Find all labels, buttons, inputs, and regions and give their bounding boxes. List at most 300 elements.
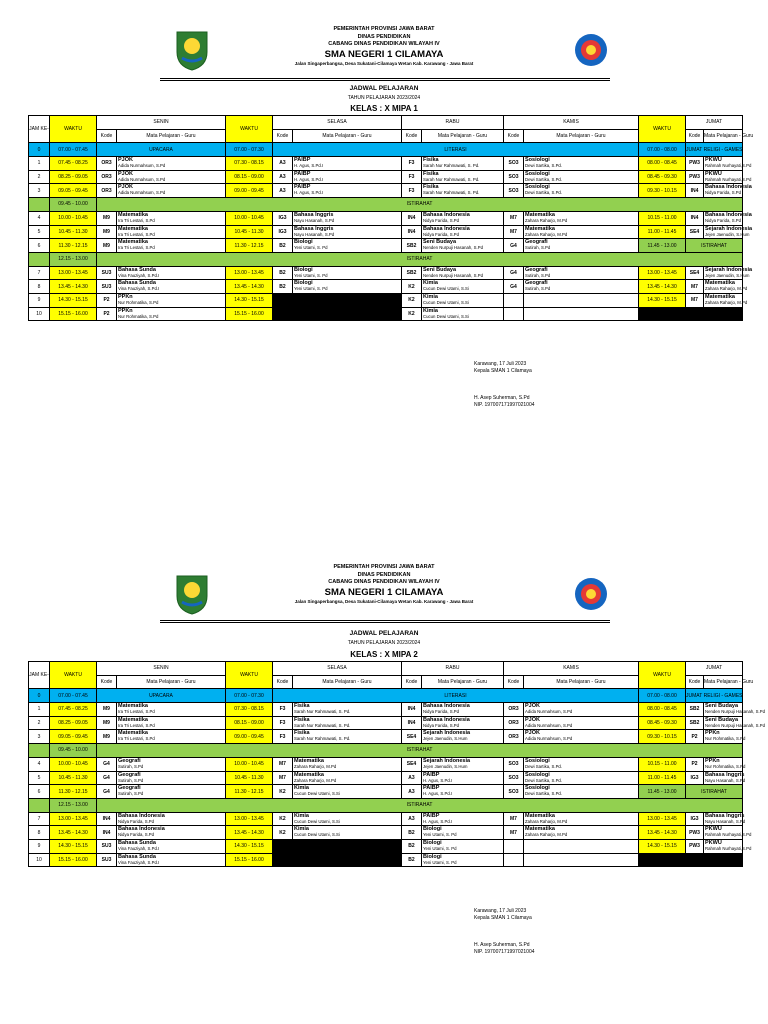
selasa-empty	[273, 307, 402, 321]
teacher-name: Vina Fauziyah, S.Pd.I	[118, 286, 160, 292]
time-range: 11.30 - 12.15	[226, 785, 273, 799]
kamis-subject	[524, 211, 639, 225]
time-range: 11.00 - 11.45	[639, 225, 686, 239]
rabu-subject	[422, 307, 504, 321]
kamis-subject	[524, 293, 639, 307]
break-row-blank	[29, 744, 50, 758]
jumat-subject	[704, 812, 746, 826]
time-range: 14.30 - 15.15	[639, 839, 686, 853]
kamis-subject-content	[524, 840, 638, 853]
break-row-blank	[29, 252, 50, 266]
kamis-subject-content	[524, 267, 638, 280]
time-range: 11.30 - 12.15	[50, 785, 97, 799]
teacher-name: Rahmah Nurhayati,S.Pd	[705, 163, 752, 169]
place-date: Karawang, 17 Juli 2023	[474, 908, 527, 914]
teacher-name: Adida Nurmahsum, S.Pd	[525, 709, 573, 715]
teacher-name: Nur Rohmatika, S.Pd	[118, 313, 159, 319]
kamis-code: OR3	[504, 703, 524, 717]
teacher-name: Rahmah Nurhayati,S.Pd	[705, 176, 752, 182]
jam-number: 10	[29, 853, 50, 867]
kamis-subject-content	[524, 717, 638, 730]
time-range: 10.15 - 11.00	[639, 211, 686, 225]
subject-name: Sejarah Indonesia	[423, 730, 471, 737]
teacher-name: Nidya Farida, S.Pd	[118, 818, 155, 824]
subject-name: Matematika	[525, 812, 555, 819]
break-time: 09.45 - 10.00	[50, 198, 97, 212]
teacher-name: Nur Rohmatika, S.Pd	[705, 763, 746, 769]
teacher-name: Yeni Utami, S. Pd	[423, 832, 457, 838]
jumat-subject	[704, 184, 752, 198]
teacher-name: Dewi Sartika, S.Pd.	[525, 791, 563, 797]
teacher-name: Yeni Utami, S. Pd	[423, 859, 457, 865]
subject-name: Matematika	[118, 211, 148, 218]
jumat-subject-content	[704, 730, 746, 743]
rabu-subject-content	[422, 171, 503, 184]
subject-name: PPKn	[705, 757, 720, 764]
jumat-code: PW3	[686, 157, 704, 171]
senin-code: M9	[97, 730, 117, 744]
subject-name: PKWU	[705, 170, 722, 177]
teacher-name: Cucun Dewi Utami, S.Si	[294, 791, 340, 797]
letterhead	[0, 27, 768, 67]
time-range: 09.05 - 09.45	[50, 184, 97, 198]
selasa-code: A3	[273, 157, 293, 171]
col-mapel: Mata Pelajaran - Guru	[704, 129, 743, 143]
time-range: 09.05 - 09.45	[50, 730, 97, 744]
senin-subject	[117, 730, 226, 744]
jumat-subject	[704, 157, 752, 171]
subject-name: Matematika	[525, 826, 555, 833]
selasa-subject	[293, 771, 402, 785]
time-range: 10.00 - 10.45	[226, 211, 273, 225]
selasa-subject-content	[293, 813, 401, 826]
senin-code: M9	[97, 239, 117, 253]
selasa-subject-content	[293, 826, 401, 839]
school-name: SMA NEGERI 1 CILAMAYA	[324, 586, 444, 598]
kamis-subject-content	[524, 280, 638, 293]
rabu-subject	[422, 157, 504, 171]
time-range: 10.00 - 10.45	[226, 757, 273, 771]
senin-code: P2	[97, 307, 117, 321]
col-mapel: Mata Pelajaran - Guru	[293, 129, 402, 143]
teacher-name: Jejen Jaenudin, S.Hum	[705, 272, 750, 278]
selasa-code: M7	[273, 771, 293, 785]
senin-code: SU3	[97, 280, 117, 294]
jumat-subject-content	[704, 225, 753, 239]
kamis-subject	[524, 184, 639, 198]
break-label: ISTIRAHAT	[97, 798, 743, 812]
jumat-code: SE4	[686, 266, 704, 280]
teacher-name: Adida Nurmahsum, S.Pd	[525, 736, 573, 742]
selasa-code: M7	[273, 757, 293, 771]
jumat-code: IG3	[686, 812, 704, 826]
kamis-subject-content	[524, 308, 638, 321]
senin-subject	[117, 785, 226, 799]
rabu-subject-content	[422, 840, 503, 853]
col-kode: Kode	[686, 129, 704, 143]
break-label: ISTIRAHAT	[97, 252, 743, 266]
col-mapel: Mata Pelajaran - Guru	[293, 675, 402, 689]
selasa-empty	[273, 839, 402, 853]
kamis-code: SO3	[504, 771, 524, 785]
col-kode: Kode	[273, 129, 293, 143]
col-waktu: WAKTU	[639, 662, 686, 689]
subject-name: Sosiologi	[525, 771, 550, 778]
kamis-subject	[524, 730, 639, 744]
selasa-code: B2	[273, 239, 293, 253]
col-mapel: Mata Pelajaran - Guru	[117, 129, 226, 143]
col-kamis: KAMIS	[504, 662, 639, 676]
selasa-subject	[293, 266, 402, 280]
rabu-subject	[422, 184, 504, 198]
senin-subject	[117, 293, 226, 307]
class-label: KELAS : X MIPA 2	[350, 650, 418, 659]
jam-number: 1	[29, 157, 50, 171]
senin-code: SU3	[97, 853, 117, 867]
teacher-name: Adida Nurmahsum, S.Pd	[525, 722, 573, 728]
col-jam: JAM KE-	[29, 662, 50, 689]
senin-code: G4	[97, 785, 117, 799]
kamis-subject-content	[524, 758, 638, 771]
jumat-code: SE4	[686, 225, 704, 239]
rabu-code: SE4	[402, 757, 422, 771]
teacher-name: Adida Nurmahsum, S.Pd	[118, 163, 166, 169]
selasa-subject-content	[293, 785, 401, 798]
senin-code: IN4	[97, 812, 117, 826]
jumat-code: P2	[686, 757, 704, 771]
table-row	[29, 184, 743, 198]
teacher-name: Cucun Dewi Utami, S.Si	[294, 818, 340, 824]
friday-empty	[639, 307, 743, 321]
schedule-sheet-2	[0, 544, 768, 1024]
senin-subject-content	[117, 772, 225, 785]
kamis-code	[504, 293, 524, 307]
subject-name: Bahasa Inggris	[705, 771, 745, 778]
col-senin: SENIN	[97, 116, 226, 130]
selasa-subject-content	[293, 226, 401, 239]
col-waktu: WAKTU	[639, 116, 686, 143]
letterhead-divider	[160, 620, 610, 623]
time-range: 15.15 - 16.00	[226, 853, 273, 867]
teacher-name: Cucun Dewi Utami, S.Si	[294, 832, 340, 838]
teacher-name: Dewi Sartika, S.Pd.	[525, 176, 563, 182]
subject-name: PJOK	[525, 730, 540, 737]
table-row	[29, 853, 743, 867]
subject-name: Fisika	[294, 716, 310, 723]
teacher-name: Dewi Sartika, S.Pd.	[525, 190, 563, 196]
header-row	[29, 116, 743, 130]
jumat-code: IN4	[686, 184, 704, 198]
jam-number: 3	[29, 184, 50, 198]
subject-name: Matematika	[118, 703, 148, 710]
subject-name: Seni Budaya	[423, 239, 457, 246]
rabu-code: B2	[402, 839, 422, 853]
kamis-subject	[524, 703, 639, 717]
table-row	[29, 307, 743, 321]
subject-name: Geografi	[525, 239, 548, 246]
jam-number: 5	[29, 771, 50, 785]
kamis-subject-content	[524, 157, 638, 170]
senin-subject-content	[117, 826, 225, 839]
kamis-subject	[524, 280, 639, 294]
col-kode: Kode	[97, 129, 117, 143]
senin-code: G4	[97, 771, 117, 785]
teacher-name: H. Agus, S.Pd.I	[294, 176, 324, 182]
rabu-subject-content	[422, 826, 503, 839]
kamis-subject	[524, 170, 639, 184]
time-range: 07.00 - 08.00	[639, 689, 686, 703]
col-senin: SENIN	[97, 662, 226, 676]
col-kode: Kode	[504, 129, 524, 143]
break-label: ISTIRAHAT	[97, 198, 743, 212]
subject-name: PKWU	[705, 839, 722, 846]
kamis-subject	[524, 785, 639, 799]
col-kode: Kode	[97, 675, 117, 689]
senin-code: M9	[97, 716, 117, 730]
kamis-code: SO3	[504, 170, 524, 184]
break-label: ISTIRAHAT	[97, 744, 743, 758]
subject-name: Bahasa Indonesia	[118, 812, 165, 819]
senin-subject	[117, 716, 226, 730]
teacher-name: Nur Rohmatika, S.Pd	[705, 736, 746, 742]
time-range: 13.45 - 14.30	[639, 826, 686, 840]
col-waktu: WAKTU	[50, 116, 97, 143]
jam-number: 1	[29, 703, 50, 717]
time-range: 15.15 - 16.00	[226, 307, 273, 321]
time-range: 13.00 - 13.45	[226, 266, 273, 280]
jam-number: 0	[29, 143, 50, 157]
senin-subject	[117, 757, 226, 771]
kamis-subject-content	[524, 703, 638, 716]
subject-name: Matematika	[118, 716, 148, 723]
subject-name: Bahasa Inggris	[294, 211, 334, 218]
teacher-name: Nenden Nurpuji Hasanah, S.Pd	[423, 272, 483, 278]
subject-name: Seni Budaya	[705, 716, 739, 723]
kamis-code: OR3	[504, 730, 524, 744]
rabu-subject	[422, 716, 504, 730]
rabu-subject-content	[422, 758, 503, 771]
dept-line: DINAS PENDIDIKAN	[357, 33, 411, 40]
teacher-name: Nenden Nurpuji Hasanah, S.Pd	[423, 245, 483, 251]
teacher-name: Sutirah, S.Pd	[525, 245, 551, 251]
kamis-code	[504, 839, 524, 853]
rabu-subject	[422, 211, 504, 225]
table-row	[29, 170, 743, 184]
senin-subject	[117, 280, 226, 294]
jumat-code: PW3	[686, 839, 704, 853]
time-range: 09.00 - 09.45	[226, 184, 273, 198]
col-rabu: RABU	[402, 662, 504, 676]
teacher-name: Sarah Nur Rahmawati, S. Pd.	[294, 736, 351, 742]
table-row	[29, 812, 743, 826]
jumat-subject	[704, 266, 753, 280]
senin-subject-content	[117, 212, 225, 225]
time-range: 13.00 - 13.45	[639, 266, 686, 280]
jam-number: 9	[29, 293, 50, 307]
jam-number: 4	[29, 211, 50, 225]
subject-name: Fisika	[294, 703, 310, 710]
jumat-subject-content	[704, 771, 746, 785]
time-range: 13.00 - 13.45	[50, 266, 97, 280]
subject-name: Geografi	[525, 280, 548, 287]
kamis-subject	[524, 225, 639, 239]
teacher-name: Zahara Raharjo, M.Pd	[525, 832, 568, 838]
col-selasa: SELASA	[273, 662, 402, 676]
kamis-code: M7	[504, 826, 524, 840]
teacher-name: Nayu Hasanah, S.Pd	[705, 818, 746, 824]
senin-code: SU3	[97, 266, 117, 280]
kamis-subject	[524, 307, 639, 321]
religi-label: JUMAT RELIGI - GAMES	[686, 689, 743, 703]
school-year: TAHUN PELAJARAN 2023/2024	[347, 95, 421, 101]
col-mapel: Mata Pelajaran - Guru	[524, 675, 639, 689]
teacher-name: Yeni Utami, S. Pd	[294, 245, 328, 251]
time-range: 07.45 - 08.25	[50, 157, 97, 171]
kamis-subject-content	[524, 171, 638, 184]
teacher-name: Yeni Utami, S. Pd	[294, 272, 328, 278]
senin-subject-content	[117, 717, 225, 730]
selasa-subject	[293, 703, 402, 717]
time-range: 07.30 - 08.15	[226, 157, 273, 171]
time-range: 09.00 - 09.45	[226, 730, 273, 744]
jumat-subject-content	[704, 293, 748, 307]
selasa-subject-content	[293, 239, 401, 252]
teacher-name: H. Agus, S.Pd.I	[423, 818, 453, 824]
kamis-code: G4	[504, 280, 524, 294]
teacher-name: Vina Fauziyah, S.Pd.I	[118, 845, 160, 851]
kamis-code: M7	[504, 812, 524, 826]
subject-name: Bahasa Inggris	[294, 225, 334, 232]
table-row	[29, 252, 743, 266]
time-range: 10.45 - 11.30	[50, 771, 97, 785]
kamis-subject-content	[524, 239, 638, 252]
subject-name: Bahasa Sunda	[118, 280, 156, 287]
kamis-code: SO3	[504, 184, 524, 198]
break-row-blank	[29, 198, 50, 212]
time-range: 07.45 - 08.25	[50, 703, 97, 717]
jumat-subject	[704, 839, 752, 853]
table-row	[29, 730, 743, 744]
jam-number: 5	[29, 225, 50, 239]
friday-break: ISTIRAHAT	[686, 239, 743, 253]
teacher-name: Jejen Jaenudin, S.Hum	[423, 736, 468, 742]
literasi-label: LITERASI	[273, 143, 639, 157]
rabu-code: IN4	[402, 716, 422, 730]
col-kode: Kode	[273, 675, 293, 689]
kamis-code: G4	[504, 239, 524, 253]
col-selasa: SELASA	[273, 116, 402, 130]
time-range: 11.00 - 11.45	[639, 771, 686, 785]
upacara-label: UPACARA	[97, 689, 226, 703]
table-row	[29, 293, 743, 307]
teacher-name: Sutirah, S.Pd	[118, 777, 144, 783]
time-range: 07.00 - 08.00	[639, 143, 686, 157]
time-range: 10.45 - 11.30	[50, 225, 97, 239]
selasa-subject	[293, 280, 402, 294]
kamis-subject-content	[524, 785, 638, 798]
teacher-name: Nidya Farida, S.Pd	[423, 709, 460, 715]
teacher-name: Dewi Sartika, S.Pd.	[525, 163, 563, 169]
senin-subject-content	[117, 171, 225, 184]
senin-subject-content	[117, 280, 225, 293]
rabu-subject-content	[422, 239, 503, 252]
kamis-subject	[524, 239, 639, 253]
time-range: 15.15 - 16.00	[50, 307, 97, 321]
time-range: 08.15 - 09.00	[226, 716, 273, 730]
col-mapel: Mata Pelajaran - Guru	[524, 129, 639, 143]
senin-subject-content	[117, 267, 225, 280]
time-range: 13.00 - 13.45	[639, 812, 686, 826]
senin-subject-content	[117, 157, 225, 170]
senin-code: OR3	[97, 170, 117, 184]
signer-name: H. Asep Suherman, S.Pd	[474, 395, 530, 401]
selasa-subject	[293, 812, 402, 826]
teacher-name: Nenden Nurpuji Hasanah, S.Pd	[705, 709, 765, 715]
senin-subject	[117, 157, 226, 171]
selasa-code: F3	[273, 716, 293, 730]
jumat-subject	[704, 757, 746, 771]
rabu-subject	[422, 225, 504, 239]
religi-label: JUMAT RELIGI - GAMES	[686, 143, 743, 157]
teacher-name: Rahmah Nurhayati,S.Pd	[705, 832, 752, 838]
selasa-subject	[293, 239, 402, 253]
subject-name: Sosiologi	[525, 157, 550, 164]
teacher-name: Vina Fauziyah, S.Pd.I	[118, 272, 160, 278]
rabu-subject	[422, 826, 504, 840]
jam-number: 2	[29, 716, 50, 730]
senin-subject-content	[117, 854, 225, 867]
table-row	[29, 211, 743, 225]
subject-name: PAIBP	[294, 157, 311, 164]
subject-name: Sosiologi	[525, 184, 550, 191]
time-range: 08.45 - 09.30	[639, 170, 686, 184]
subject-name: Seni Budaya	[423, 266, 457, 273]
time-range: 10.45 - 11.30	[226, 225, 273, 239]
subject-name: Bahasa Indonesia	[705, 184, 752, 191]
table-row	[29, 225, 743, 239]
jam-number: 0	[29, 689, 50, 703]
jumat-code: M7	[686, 293, 704, 307]
rabu-code: B2	[402, 853, 422, 867]
teacher-name: Dewi Sartika, S.Pd.	[525, 777, 563, 783]
subject-name: Matematika	[525, 211, 555, 218]
kamis-subject	[524, 157, 639, 171]
jumat-code: P2	[686, 730, 704, 744]
time-range: 14.30 - 15.15	[50, 293, 97, 307]
table-row	[29, 785, 743, 799]
subject-name: PAIBP	[423, 771, 440, 778]
selasa-code: B2	[273, 266, 293, 280]
literasi-label: LITERASI	[273, 689, 639, 703]
break-time: 09.45 - 10.00	[50, 744, 97, 758]
jumat-subject	[704, 293, 748, 307]
teacher-name: Zahara Raharjo, M.Pd	[525, 818, 568, 824]
teacher-name: H. Agus, S.Pd.I	[423, 777, 453, 783]
senin-subject-content	[117, 226, 225, 239]
selasa-code: B2	[273, 280, 293, 294]
rabu-code: IN4	[402, 211, 422, 225]
subject-name: Biologi	[423, 853, 442, 860]
time-range: 07.30 - 08.15	[226, 703, 273, 717]
subject-name: Kimia	[423, 280, 438, 287]
table-row	[29, 771, 743, 785]
time-range: 08.15 - 09.00	[226, 170, 273, 184]
class-label: KELAS : X MIPA 1	[350, 104, 418, 113]
jam-number: 6	[29, 239, 50, 253]
time-range: 09.30 - 10.15	[639, 730, 686, 744]
col-mapel: Mata Pelajaran - Guru	[704, 675, 743, 689]
teacher-name: Cucun Dewi Utami, S.Si	[423, 313, 469, 319]
